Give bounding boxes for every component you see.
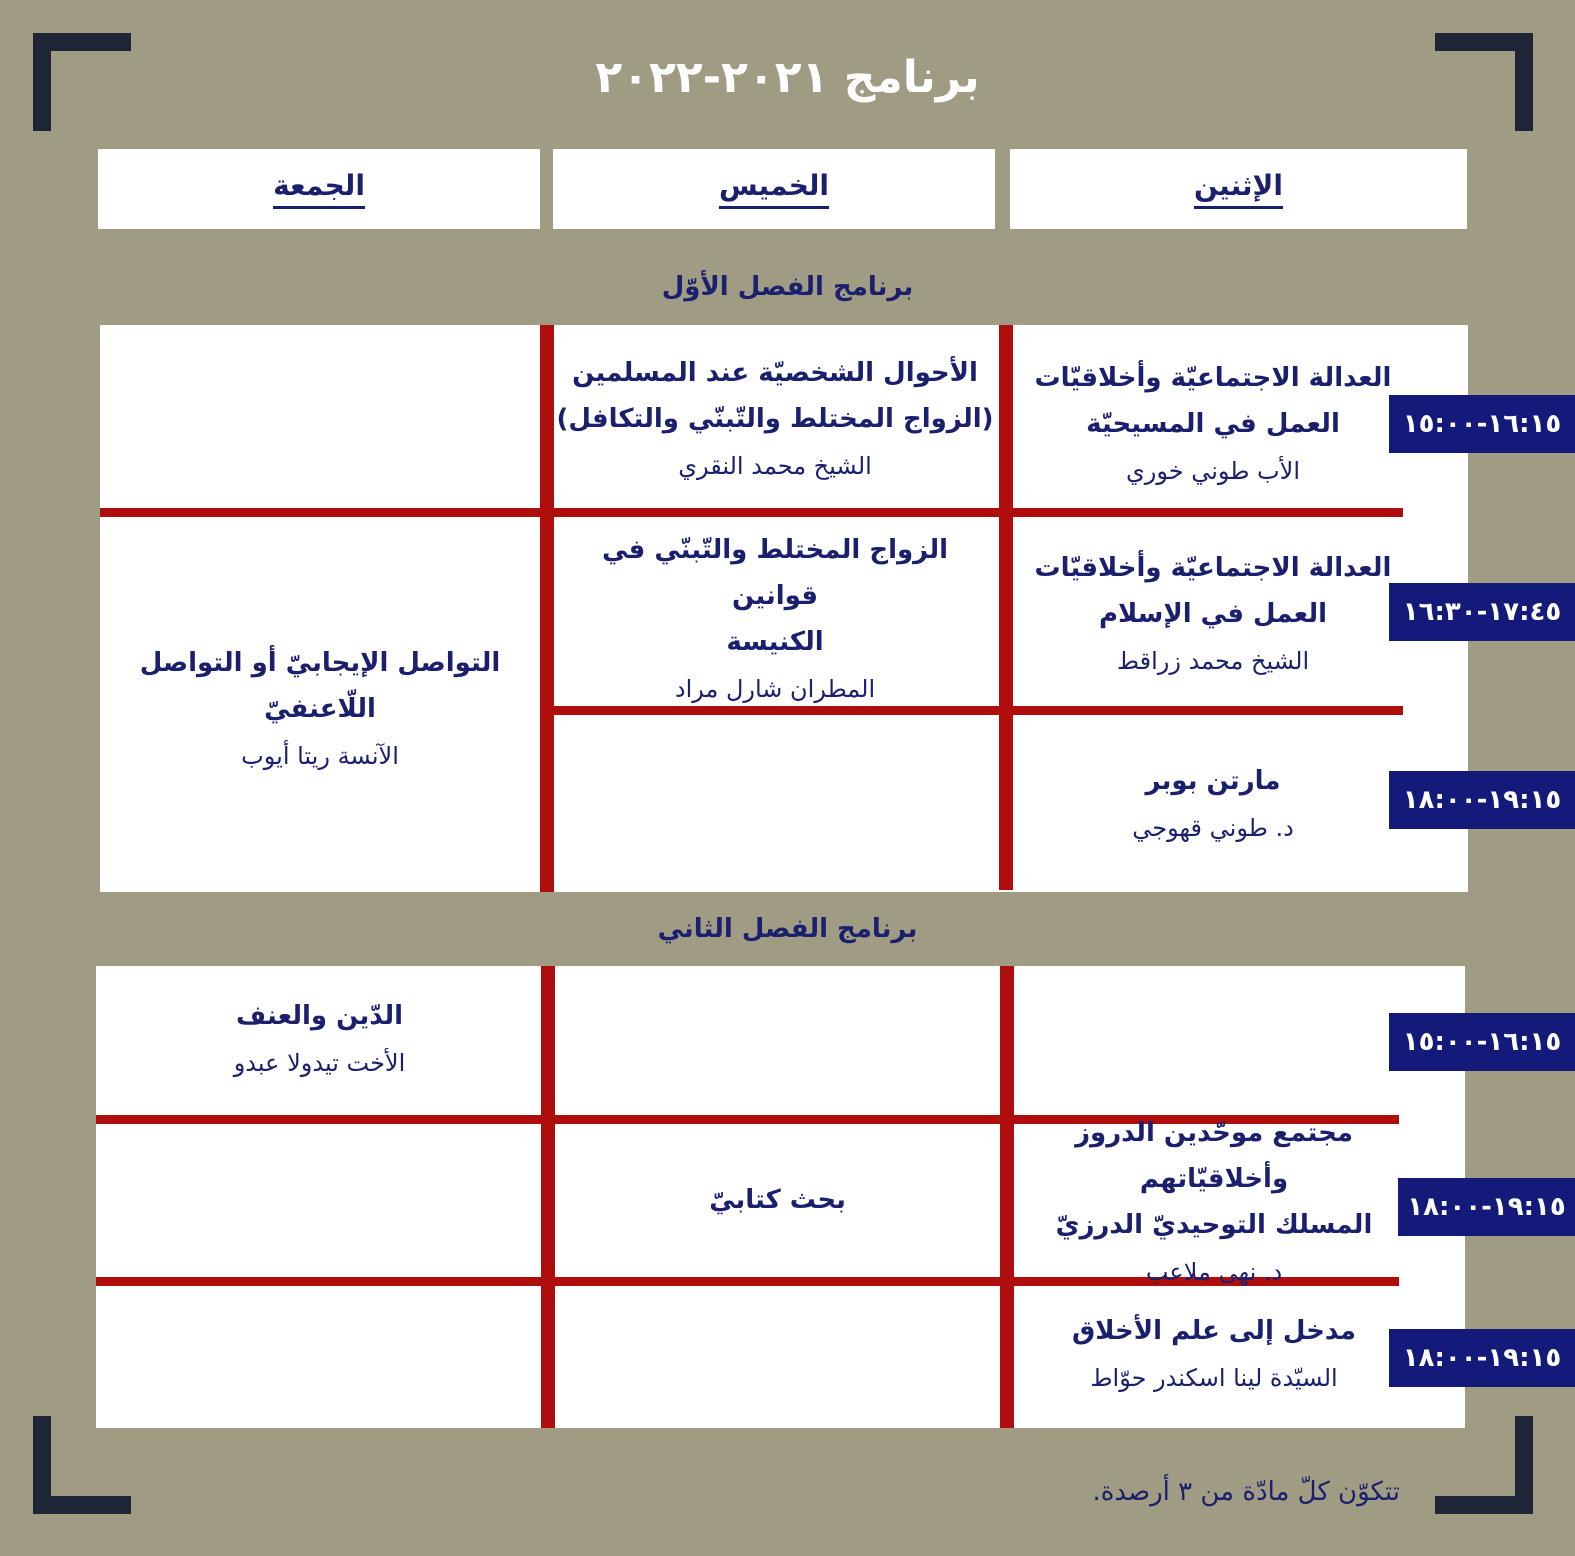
header-friday: الجمعة <box>98 149 540 229</box>
grid-divider <box>999 325 1013 890</box>
grid-divider <box>1000 966 1014 1428</box>
frame-corner-bottom-left <box>33 1416 131 1514</box>
header-thursday: الخميس <box>553 149 995 229</box>
semester2-title: برنامج الفصل الثاني <box>657 914 918 944</box>
time-slot: ١٦:١٥-١٥:٠٠ <box>1389 1013 1575 1071</box>
course-cell: العدالة الاجتماعيّة وأخلاقيّات العمل في الإسلام الشيخ محمد زراقط <box>1034 553 1392 675</box>
course-cell: مدخل إلى علم الأخلاق السيّدة لينا اسكندر حوّاط <box>1072 1316 1356 1392</box>
course-cell: الزواج المختلط والتّبنّي في قوانين الكنيسة المطران شارل مراد <box>601 535 949 703</box>
course-cell: مارتن بوبر د. طوني قهوجي <box>1132 766 1294 842</box>
time-slot: ١٩:١٥-١٨:٠٠ <box>1389 771 1575 829</box>
grid-divider <box>541 966 555 1428</box>
grid-divider <box>540 706 1403 715</box>
frame-corner-bottom-right <box>1435 1416 1533 1514</box>
time-slot: ١٧:٤٥-١٦:٣٠ <box>1389 583 1575 641</box>
page-title: برنامج ٢٠٢١-٢٠٢٢ <box>595 52 980 103</box>
time-slot: ١٩:١٥-١٨:٠٠ <box>1389 1329 1575 1387</box>
time-slot: ١٩:١٥-١٨:٠٠ <box>1398 1178 1575 1236</box>
course-cell: بحث كتابيّ <box>709 1185 846 1215</box>
course-cell: التواصل الإيجابيّ أو التواصل اللّاعنفيّ الآنسة ريتا أيوب <box>139 648 501 770</box>
footer-note: تتكوّن كلّ مادّة من ٣ أرصدة. <box>1092 1477 1400 1507</box>
course-cell: الأحوال الشخصيّة عند المسلمين (الزواج المختلط والتّبنّي والتكافل) الشيخ محمد النقري <box>556 358 994 480</box>
semester1-title: برنامج الفصل الأوّل <box>661 272 914 302</box>
grid-divider <box>540 325 554 892</box>
course-cell: العدالة الاجتماعيّة وأخلاقيّات العمل في المسيحيّة الأب طوني خوري <box>1034 363 1392 485</box>
course-cell: الدّين والعنف الأخت تيدولا عبدو <box>233 1001 406 1077</box>
time-slot: ١٦:١٥-١٥:٠٠ <box>1389 395 1575 453</box>
course-cell: مجتمع موحّدين الدروز وأخلاقيّاتهم المسلك التوحيديّ الدرزيّ د. نهى ملاعب <box>1055 1117 1373 1286</box>
header-monday: الإثنين <box>1010 149 1467 229</box>
grid-divider <box>100 508 1403 517</box>
